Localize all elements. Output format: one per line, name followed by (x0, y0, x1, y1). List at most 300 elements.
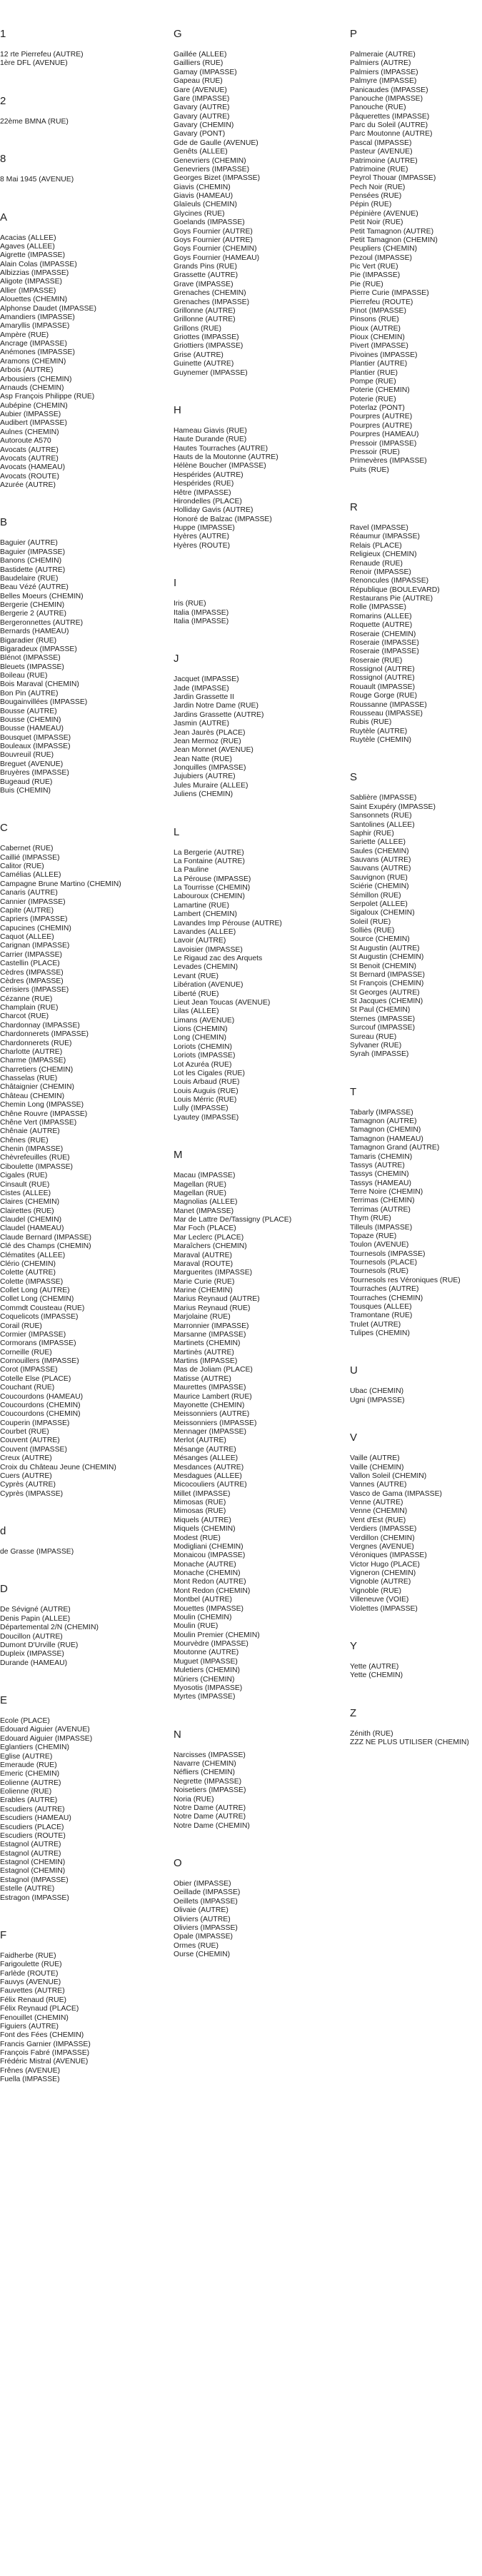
street-name: Eglise (AUTRE) (0, 1752, 53, 1761)
street-name: Cigales (RUE) (0, 1172, 48, 1180)
street-name: St Jacques (CHEMIN) (350, 997, 423, 1005)
street-name: Rossignol (AUTRE) (350, 674, 415, 683)
street-name: Liberté (RUE) (174, 990, 219, 998)
street-name: Roseraie (IMPASSE) (350, 648, 419, 656)
street-name: Dupleix (IMPASSE) (0, 1650, 64, 1659)
street-name: Maraval (ROUTE) (174, 1259, 234, 1268)
street-name: Bergeronnettes (AUTRE) (0, 618, 84, 627)
street-name: Erables (AUTRE) (0, 1796, 58, 1805)
street-name: Mayonette (CHEMIN) (174, 1401, 245, 1409)
street-name: Pourpres (HAMEAU) (350, 431, 419, 439)
street-name: Toulon (AVENUE) (350, 1241, 409, 1249)
street-name: Tournesols (PLACE) (350, 1259, 418, 1267)
street-name: Bousquet (IMPASSE) (0, 733, 71, 742)
street-name: Terre Noire (CHEMIN) (350, 1188, 423, 1196)
street-name: Renoir (IMPASSE) (350, 568, 411, 576)
street-name: Clairettes (RUE) (0, 1207, 54, 1215)
street-name: Eolienne (RUE) (0, 1788, 52, 1796)
street-name: Colette (IMPASSE) (0, 1277, 64, 1286)
street-name: Grands Pins (RUE) (174, 263, 237, 271)
section-letter-heading: 2 (0, 94, 6, 107)
street-name: Roseraie (IMPASSE) (350, 638, 419, 647)
street-name: Charme (IMPASSE) (0, 1057, 66, 1065)
street-name: Martinès (AUTRE) (174, 1348, 234, 1357)
street-name: Maurettes (IMPASSE) (174, 1384, 246, 1392)
street-name: Farigoulette (RUE) (0, 1961, 62, 1969)
street-name: Limans (AVENUE) (174, 1016, 235, 1025)
street-name: Pech Noir (RUE) (350, 183, 406, 191)
street-name: Breguet (AVENUE) (0, 760, 64, 768)
street-name: Carignan (IMPASSE) (0, 942, 70, 950)
street-list (350, 51, 482, 475)
street-name: Griottiers (IMPASSE) (174, 342, 243, 351)
street-name: Acacias (ALLEE) (0, 233, 56, 242)
street-name: Noria (RUE) (174, 1795, 214, 1803)
street-name: Genêts (ALLEE) (174, 148, 228, 156)
street-name: Martinets (CHEMIN) (174, 1339, 241, 1348)
street-name: Miquels (CHEMIN) (174, 1525, 236, 1534)
street-name: Jonquilles (IMPASSE) (174, 764, 246, 772)
section-letter-heading: U (350, 1364, 358, 1377)
street-name: Petit Noir (RUE) (350, 218, 403, 227)
street-name: Petit Tamagnon (AUTRE) (350, 227, 434, 236)
street-name: Vigneron (CHEMIN) (350, 1569, 416, 1577)
street-name: Sciérie (CHEMIN) (350, 882, 409, 891)
street-name: Beau Vézé (AUTRE) (0, 583, 69, 592)
street-name: Chardonnerets (RUE) (0, 1039, 72, 1047)
street-name: Hespérides (AUTRE) (174, 471, 243, 479)
street-name: Pinot (IMPASSE) (350, 306, 406, 315)
street-name: Grillonne (AUTRE) (174, 316, 236, 324)
street-name: Topaze (RUE) (350, 1232, 397, 1240)
street-name: Avocats (AUTRE) (0, 446, 59, 454)
street-name: Baguier (AUTRE) (0, 539, 58, 548)
street-name: Soleil (RUE) (350, 917, 391, 926)
street-name: Navarre (CHEMIN) (174, 1760, 236, 1768)
street-name: Pressoir (RUE) (350, 448, 400, 456)
street-name: Maraîchers (CHEMIN) (174, 1242, 247, 1251)
street-name: Bleuets (IMPASSE) (0, 663, 64, 671)
street-name: Vaille (CHEMIN) (350, 1463, 404, 1471)
street-name: Vignoble (AUTRE) (350, 1578, 411, 1586)
street-name: Charcot (RUE) (0, 1012, 49, 1021)
section-letter-heading: R (350, 501, 358, 513)
street-name: Millet (IMPASSE) (174, 1489, 231, 1498)
section-letter-heading: J (174, 653, 179, 665)
street-list (350, 1663, 482, 1681)
section-letter-heading: T (350, 1085, 357, 1098)
street-name: Allier (IMPASSE) (0, 286, 56, 295)
street-name: Louis Mérric (RUE) (174, 1096, 237, 1104)
street-name: Petit Tamagnon (CHEMIN) (350, 236, 438, 244)
street-name: Farlède (ROUTE) (0, 1969, 59, 1978)
street-name: Aulnes (CHEMIN) (0, 428, 59, 436)
street-name: Grillons (RUE) (174, 324, 221, 333)
street-name: Plantier (AUTRE) (350, 360, 408, 368)
street-name: Eolienne (AUTRE) (0, 1778, 61, 1787)
street-name: Frênes (AVENUE) (0, 2066, 61, 2075)
street-name: Ravel (IMPASSE) (350, 524, 408, 532)
street-name: Levades (CHEMIN) (174, 963, 239, 972)
street-list (0, 118, 161, 126)
street-name: Pie (RUE) (350, 280, 383, 288)
letter-section (174, 1148, 334, 1702)
street-list (350, 794, 482, 1059)
street-name: Giavis (HAMEAU) (174, 192, 234, 200)
street-name: Cistes (ALLEE) (0, 1189, 51, 1197)
street-name: Cannier (IMPASSE) (0, 897, 66, 906)
street-name: Parc Moutonne (AUTRE) (350, 130, 433, 139)
street-name: Levant (RUE) (174, 972, 219, 980)
street-name: Pressoir (IMPASSE) (350, 439, 417, 448)
street-name: Chardonnerets (IMPASSE) (0, 1030, 89, 1039)
street-name: St Bernard (IMPASSE) (350, 970, 425, 979)
street-name: Aigrette (IMPASSE) (0, 251, 66, 260)
street-name: Dumont D'Urville (RUE) (0, 1641, 79, 1649)
street-name: Collet Long (CHEMIN) (0, 1295, 74, 1304)
street-name: Bougainvillées (IMPASSE) (0, 698, 88, 707)
street-name: Magnolias (ALLEE) (174, 1198, 238, 1207)
street-name: Goys Fournier (AUTRE) (174, 236, 253, 244)
street-name: Vergnes (AVENUE) (350, 1542, 414, 1551)
street-name: Edouard Aiguier (IMPASSE) (0, 1734, 93, 1743)
street-name: Capite (AUTRE) (0, 906, 54, 915)
street-name: Ubac (CHEMIN) (350, 1387, 404, 1396)
street-name: Bigaradier (RUE) (0, 636, 57, 645)
street-name: Grillonne (AUTRE) (174, 306, 236, 315)
street-name: Avocats (AUTRE) (0, 454, 59, 463)
street-name: Relais (PLACE) (350, 541, 402, 550)
street-name: Mont Redon (CHEMIN) (174, 1586, 251, 1595)
street-name: Escudiers (AUTRE) (0, 1805, 65, 1813)
street-name: Couperin (IMPASSE) (0, 1419, 70, 1427)
street-name: Clério (CHEMIN) (0, 1259, 56, 1268)
street-name: Champlain (RUE) (0, 1004, 59, 1012)
street-name: Patrimoine (RUE) (350, 165, 408, 173)
street-name: Mennager (IMPASSE) (174, 1428, 247, 1436)
street-name: Restaurans Pie (AUTRE) (350, 595, 433, 603)
letter-section (350, 1639, 482, 1681)
street-name: Chemin Long (IMPASSE) (0, 1101, 84, 1110)
street-name: Estelle (AUTRE) (0, 1885, 55, 1893)
letter-section (350, 27, 482, 475)
street-name: Moulin (RUE) (174, 1622, 219, 1631)
street-name: Italia (IMPASSE) (174, 608, 229, 617)
street-name: Yette (CHEMIN) (350, 1671, 403, 1680)
street-name: Castellin (PLACE) (0, 960, 60, 968)
street-name: Gapeau (RUE) (174, 77, 223, 86)
street-name: Tabarly (IMPASSE) (350, 1108, 413, 1117)
street-name: Terrimas (CHEMIN) (350, 1197, 415, 1205)
street-name: Tassys (AUTRE) (350, 1161, 405, 1169)
street-name: Gde de Gaulle (AVENUE) (174, 139, 258, 147)
street-name: Source (CHEMIN) (350, 935, 410, 944)
section-letter-heading: d (0, 1525, 6, 1537)
street-name: Tramontane (RUE) (350, 1312, 413, 1320)
street-name: Sémillon (RUE) (350, 891, 401, 900)
street-name: Albizzias (IMPASSE) (0, 269, 69, 277)
street-name: Libération (AVENUE) (174, 981, 243, 990)
street-name: Frédéric Mistral (AVENUE) (0, 2058, 89, 2066)
street-name: Asp François Philippe (RUE) (0, 393, 95, 401)
street-name: Lot Azuréa (RUE) (174, 1060, 232, 1069)
street-name: Vent d'Est (RUE) (350, 1516, 406, 1524)
street-name: Commdt Cousteau (RUE) (0, 1304, 85, 1312)
street-name: 22ème BMNA (RUE) (0, 117, 69, 126)
section-letter-heading: 1 (0, 28, 6, 40)
street-name: St Augustin (AUTRE) (350, 944, 420, 952)
street-name: Hêtre (IMPASSE) (174, 488, 231, 497)
street-name: Pivert (IMPASSE) (350, 342, 408, 351)
street-name: Haute Durande (RUE) (174, 436, 247, 444)
street-name: Buis (CHEMIN) (0, 786, 51, 795)
letter-section (350, 500, 482, 745)
street-name: Aubier (IMPASSE) (0, 411, 61, 418)
letter-section (350, 770, 482, 1059)
street-name: Gavary (AUTRE) (174, 104, 230, 112)
street-name: Hautes Tourraches (AUTRE) (174, 444, 268, 453)
street-name: Parc du Soleil (AUTRE) (350, 121, 428, 129)
street-name: Rousseau (IMPASSE) (350, 709, 423, 718)
street-name: Panouche (IMPASSE) (350, 94, 423, 103)
street-list (0, 1548, 161, 1556)
street-name: Lavoisier (IMPASSE) (174, 945, 243, 954)
street-name: Pépin (RUE) (350, 201, 392, 209)
street-name: Tamagnon Grand (AUTRE) (350, 1144, 440, 1152)
street-name: Aubépine (CHEMIN) (0, 401, 68, 410)
letter-section (174, 1856, 334, 1959)
street-name: Tamagnon (AUTRE) (350, 1117, 417, 1125)
street-name: Long (CHEMIN) (174, 1034, 226, 1042)
street-name: Durande (HAMEAU) (0, 1659, 68, 1667)
street-name: Aramons (CHEMIN) (0, 357, 66, 366)
section-letter-heading: M (174, 1149, 183, 1162)
section-letter-heading: G (174, 28, 182, 40)
street-name: Meissonniers (AUTRE) (174, 1410, 250, 1419)
street-name: Obier (IMPASSE) (174, 1880, 231, 1888)
street-name: Italia (IMPASSE) (174, 617, 229, 625)
street-name: Agaves (ALLEE) (0, 242, 55, 251)
street-name: Jean Monnet (AVENUE) (174, 746, 253, 755)
street-name: Jardin Grassette II (174, 693, 234, 701)
street-name: Grassette (AUTRE) (174, 271, 239, 280)
street-name: Marie Curie (RUE) (174, 1277, 235, 1286)
street-name: Roseraie (CHEMIN) (350, 630, 416, 638)
street-name: Estagnol (CHEMIN) (0, 1867, 66, 1876)
street-name: Eglantiers (CHEMIN) (0, 1744, 69, 1752)
street-name: Aligote (IMPASSE) (0, 278, 63, 286)
street-name: ZZZ NE PLUS UTILISER (CHEMIN) (350, 1739, 469, 1746)
street-name: Mésange (AUTRE) (174, 1445, 236, 1454)
street-name: Ancrage (IMPASSE) (0, 340, 67, 348)
letter-section (0, 27, 161, 69)
street-name: Grenaches (IMPASSE) (174, 298, 250, 306)
letter-section (174, 403, 334, 550)
street-name: Gamay (IMPASSE) (174, 68, 237, 76)
street-name: Claudel (HAMEAU) (0, 1224, 64, 1233)
street-name: Marine (CHEMIN) (174, 1287, 233, 1294)
letter-section (350, 1085, 482, 1339)
street-name: Yette (AUTRE) (350, 1662, 399, 1671)
street-name: Boileau (RUE) (0, 672, 48, 680)
street-name: Néfliers (CHEMIN) (174, 1769, 236, 1777)
street-name: Claude Bernard (IMPASSE) (0, 1233, 92, 1242)
street-name: Tassys (CHEMIN) (350, 1170, 409, 1179)
street-name: Merlot (AUTRE) (174, 1437, 226, 1445)
street-name: Bon Pin (AUTRE) (0, 689, 59, 698)
street-name: Alphonse Daudet (IMPASSE) (0, 304, 96, 313)
street-name: Mont Redon (AUTRE) (174, 1578, 246, 1586)
street-name: Violettes (IMPASSE) (350, 1604, 418, 1613)
street-name: Hyères (AUTRE) (174, 533, 229, 541)
street-name: La Tourrisse (CHEMIN) (174, 884, 251, 892)
street-name: Hirondelles (PLACE) (174, 497, 242, 505)
street-name: Sansonnets (RUE) (350, 812, 412, 820)
section-letter-heading: Y (350, 1639, 358, 1652)
street-name: Arbousiers (CHEMIN) (0, 375, 72, 383)
street-list (0, 176, 161, 184)
street-name: Jade (IMPASSE) (174, 684, 229, 693)
street-name: République (BOULEVARD) (350, 585, 440, 594)
street-name: Couvent (IMPASSE) (0, 1445, 67, 1454)
street-name: Bouleaux (IMPASSE) (0, 743, 71, 750)
street-name: Jardins Grassette (AUTRE) (174, 710, 264, 719)
section-letter-heading: 8 (0, 153, 6, 166)
street-name: Chêne Vert (IMPASSE) (0, 1118, 77, 1127)
section-letter-heading: C (0, 822, 8, 835)
street-name: Fauvettes (AUTRE) (0, 1987, 65, 1996)
street-name: Guinette (AUTRE) (174, 360, 234, 368)
street-name: Départemental 2/N (CHEMIN) (0, 1624, 99, 1632)
street-name: Font des Fées (CHEMIN) (0, 2031, 84, 2040)
street-name: 8 Mai 1945 (AVENUE) (0, 176, 74, 184)
street-name: Ruytèle (CHEMIN) (350, 736, 412, 744)
street-name: Lyautey (IMPASSE) (174, 1113, 239, 1122)
street-name: De Sévigné (AUTRE) (0, 1606, 71, 1614)
street-name: Châtaignier (CHEMIN) (0, 1083, 74, 1092)
street-name: Arnauds (CHEMIN) (0, 383, 64, 392)
street-name: Gavary (CHEMIN) (174, 121, 234, 129)
street-name: Magellan (RUE) (174, 1189, 226, 1197)
street-name: Denis Papin (ALLEE) (0, 1614, 71, 1623)
street-list (174, 600, 334, 626)
street-name: Emeraude (RUE) (0, 1761, 57, 1769)
street-name: Cézanne (RUE) (0, 995, 53, 1003)
street-name: Réaumur (IMPASSE) (350, 533, 420, 541)
street-list (0, 234, 161, 490)
street-name: Primevères (IMPASSE) (350, 457, 427, 466)
street-name: Griottes (IMPASSE) (174, 333, 239, 341)
street-name: Escudiers (PLACE) (0, 1823, 64, 1831)
letter-section (174, 652, 334, 799)
street-name: Baguier (IMPASSE) (0, 548, 66, 556)
street-name: Monaicou (IMPASSE) (174, 1551, 246, 1560)
street-name: Francis Garnier (IMPASSE) (0, 2040, 91, 2048)
street-list (174, 427, 334, 550)
street-name: Amaryllis (IMPASSE) (0, 322, 70, 331)
letter-section (174, 576, 334, 626)
street-name: Creux (AUTRE) (0, 1454, 52, 1463)
street-name: Labouroux (CHEMIN) (174, 892, 245, 901)
street-name: Mimosas (RUE) (174, 1507, 226, 1516)
street-name: Notre Dame (CHEMIN) (174, 1821, 250, 1830)
street-name: Mimosas (RUE) (174, 1499, 226, 1506)
street-name: Narcisses (IMPASSE) (174, 1751, 246, 1759)
street-name: Palmyre (IMPASSE) (350, 77, 417, 86)
street-name: Lamartine (RUE) (174, 901, 229, 910)
street-name: Ormes (RUE) (174, 1941, 219, 1950)
street-name: Roussanne (IMPASSE) (350, 700, 427, 709)
street-name: Félix Renaud (RUE) (0, 1996, 66, 2004)
street-name: Pinsons (RUE) (350, 316, 399, 324)
street-name: Sariette (ALLEE) (350, 838, 406, 847)
section-letter-heading: F (0, 1928, 7, 1941)
street-name: Modigliani (CHEMIN) (174, 1542, 243, 1551)
street-name: Genevriers (CHEMIN) (174, 156, 246, 165)
street-name: Mesdagues (ALLEE) (174, 1471, 242, 1480)
street-name: Notre Dame (AUTRE) (174, 1813, 246, 1821)
street-name: Baudelaire (RUE) (0, 574, 59, 583)
street-name: Audibert (IMPASSE) (0, 419, 67, 428)
street-list (0, 539, 161, 795)
street-name: St Georges (AUTRE) (350, 988, 420, 997)
section-letter-heading: S (350, 771, 358, 784)
street-name: St François (CHEMIN) (350, 980, 424, 988)
letter-section (0, 94, 161, 126)
street-name: Rouault (IMPASSE) (350, 683, 416, 691)
street-name: Martins (IMPASSE) (174, 1357, 238, 1365)
street-name: Chêne Rouvre (IMPASSE) (0, 1110, 88, 1118)
street-name: Ampère (RUE) (0, 331, 49, 339)
street-name: Pensées (RUE) (350, 192, 402, 200)
street-name: Tilleuls (IMPASSE) (350, 1223, 413, 1232)
street-name: Oliviers (AUTRE) (174, 1915, 231, 1923)
street-list (174, 51, 334, 378)
street-name: Mas de Joliam (PLACE) (174, 1366, 253, 1374)
street-name: Moutonne (AUTRE) (174, 1649, 239, 1657)
street-name: Jacquet (IMPASSE) (174, 675, 239, 684)
street-name: Negrette (IMPASSE) (174, 1777, 242, 1786)
street-name: Tourraches (AUTRE) (350, 1285, 419, 1294)
street-name: Hyères (ROUTE) (174, 541, 231, 550)
street-name: Grenaches (CHEMIN) (174, 289, 246, 298)
street-index-column-1 (0, 27, 161, 2110)
street-name: Renoncules (IMPASSE) (350, 577, 429, 585)
street-name: Opale (IMPASSE) (174, 1933, 233, 1941)
street-name: Bousse (AUTRE) (0, 707, 57, 715)
street-name: La Bergerie (AUTRE) (174, 848, 244, 857)
street-name: Iris (RUE) (174, 600, 206, 608)
street-name: Pascal (IMPASSE) (350, 139, 412, 147)
street-name: Pierre Curie (IMPASSE) (350, 289, 429, 298)
street-name: Lavandes (ALLEE) (174, 927, 236, 936)
street-name: Vignoble (RUE) (350, 1586, 401, 1595)
street-name: La Pérouse (IMPASSE) (174, 875, 251, 883)
street-name: Estagnol (AUTRE) (0, 1841, 61, 1849)
street-name: Cerisiers (IMPASSE) (0, 986, 69, 995)
street-name: Mar de Lattre De/Tassigny (PLACE) (174, 1216, 292, 1224)
street-name: Caquot (ALLEE) (0, 933, 54, 941)
street-name: Claudel (CHEMIN) (0, 1216, 62, 1224)
street-name: Bergerie (CHEMIN) (0, 601, 65, 609)
street-name: Plantier (RUE) (350, 368, 398, 377)
street-name: Caillié (IMPASSE) (0, 853, 60, 862)
street-name: Tamaris (CHEMIN) (350, 1152, 413, 1161)
section-letter-heading: L (174, 825, 180, 838)
street-name: Corail (RUE) (0, 1322, 42, 1330)
street-name: Pasteur (AVENUE) (350, 148, 413, 156)
street-name: de Grasse (IMPASSE) (0, 1548, 74, 1556)
